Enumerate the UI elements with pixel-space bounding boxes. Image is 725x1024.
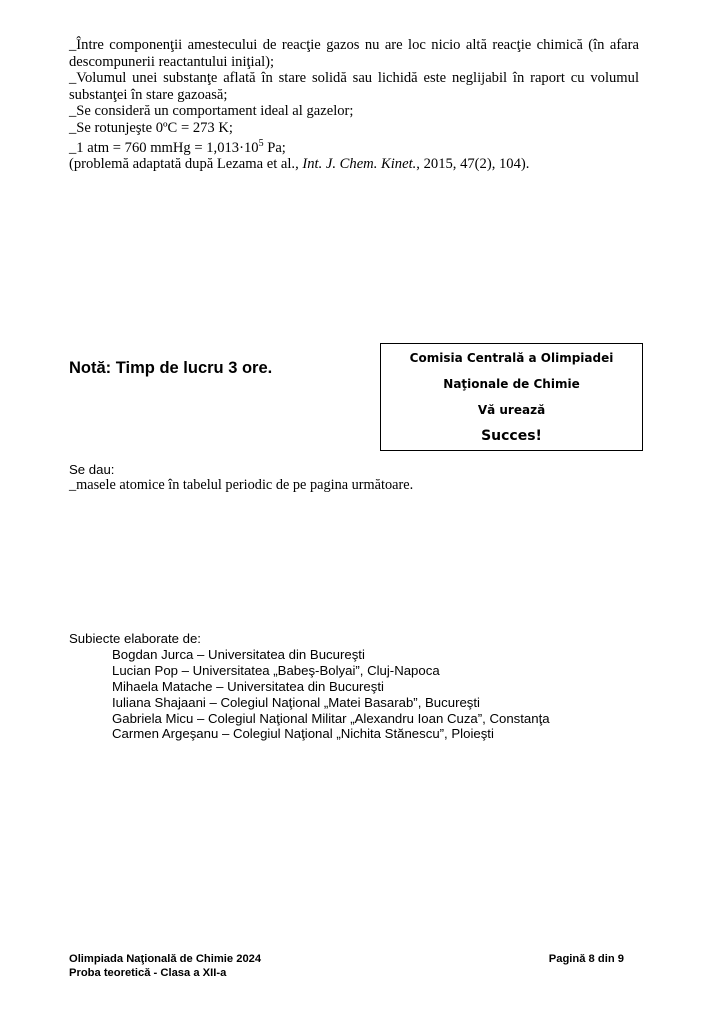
pressure-text: _1 atm = 760 mmHg = 1,013·10 bbox=[69, 139, 259, 156]
page-footer bbox=[69, 953, 624, 981]
source-citation bbox=[69, 156, 639, 173]
given-item: _masele atomice în tabelul periodic de pe pagina următoare. bbox=[69, 477, 414, 493]
citation-authors: (problemă adaptată după Lezama et al., bbox=[69, 156, 303, 173]
condition-line: _Se rotunjeşte 0ºC = 273 K; bbox=[69, 119, 233, 136]
pressure-unit: Pa; bbox=[263, 139, 286, 156]
footer-exam: Proba teoretică - Clasa a XII-a bbox=[69, 966, 227, 979]
condition-line: _Se consideră un comportament ideal al gazelor; bbox=[69, 103, 354, 119]
author-item: Bogdan Jurca – Universitatea din Bucureşti bbox=[112, 646, 365, 662]
citation-details: , 2015, 47(2), 104). bbox=[416, 156, 530, 173]
author-item: Carmen Argeşanu – Colegiul Naţional „Nichita Stănescu”, Ploieşti bbox=[112, 726, 494, 742]
author-item: Lucian Pop – Universitatea „Babeş-Bolyai”, Cluj-Napoca bbox=[112, 662, 440, 678]
page-number: Pagină 8 din 9 bbox=[548, 953, 624, 965]
exponent: 5 bbox=[258, 138, 264, 149]
given-block bbox=[69, 462, 413, 493]
box-line: Comisia Centrală a Olimpiadei bbox=[409, 351, 614, 365]
author-item: Gabriela Micu – Colegiul Naţional Militar „Alexandru Ioan Cuza”, Constanţa bbox=[112, 710, 550, 726]
box-line: Naţionale de Chimie bbox=[443, 377, 580, 391]
authors-list bbox=[112, 647, 550, 742]
author-item: Mihaela Matache – Universitatea din Bucureşti bbox=[112, 678, 384, 694]
condition-line: _Între componenţii amestecului de reacţie gazos nu are loc nicio altă reacţie chimică (în afara descompunerii reactantului iniţial); bbox=[69, 37, 639, 70]
authors-block bbox=[69, 631, 550, 742]
citation-journal: Int. J. Chem. Kinet. bbox=[302, 156, 417, 173]
given-label: Se dau: bbox=[69, 462, 115, 477]
time-note: Notă: Timp de lucru 3 ore. bbox=[69, 359, 273, 377]
author-item: Iuliana Shajaani – Colegiul Naţional „Matei Basarab”, Bucureşti bbox=[112, 694, 480, 710]
condition-line-pressure bbox=[69, 136, 639, 156]
footer-olympiad: Olimpiada Naţională de Chimie 2024 bbox=[69, 953, 262, 965]
condition-line: _Volumul unei substanţe aflată în stare solidă sau lichidă este neglijabil în raport cu volumul substanţei în stare gazoasă; bbox=[69, 70, 639, 103]
box-success: Succes! bbox=[481, 428, 542, 444]
box-line: Vă urează bbox=[477, 403, 546, 417]
success-box bbox=[380, 343, 643, 451]
authors-heading: Subiecte elaborate de: bbox=[69, 631, 201, 646]
conditions-block bbox=[69, 37, 639, 173]
